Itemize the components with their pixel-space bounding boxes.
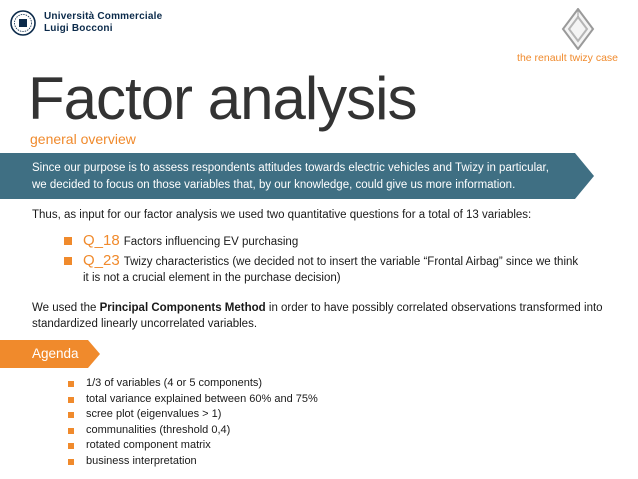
list-item xyxy=(68,454,318,470)
bullet-icon xyxy=(64,237,72,245)
bullet-icon xyxy=(68,428,74,434)
agenda-item: rotated component matrix xyxy=(86,439,211,451)
university-line-2: Luigi Bocconi xyxy=(44,23,113,34)
case-tagline: the renault twizy case xyxy=(517,52,618,64)
question-code: Q_23 xyxy=(83,252,120,269)
renault-diamond-icon xyxy=(560,8,596,50)
university-name xyxy=(44,11,162,35)
list-item xyxy=(68,407,318,423)
agenda-label: Agenda xyxy=(32,346,79,361)
method-text-after: in order to have possibly correlated observations transformed into standardized linearly uncorrelated variables. xyxy=(32,302,603,330)
university-logo xyxy=(10,10,162,36)
list-item xyxy=(68,438,318,454)
list-item xyxy=(68,423,318,439)
bullet-icon xyxy=(68,443,74,449)
page-subtitle: general overview xyxy=(30,131,136,147)
list-item xyxy=(64,233,584,250)
bullet-icon xyxy=(68,459,74,465)
question-list xyxy=(64,233,584,289)
method-name: Principal Components Method xyxy=(99,302,266,314)
agenda-item: business interpretation xyxy=(86,454,197,467)
bullet-icon xyxy=(64,257,72,265)
agenda-item: 1/3 of variables (4 or 5 components) xyxy=(86,377,263,389)
intro-paragraph: Thus, as input for our factor analysis we used two quantitative questions for a total of 13 variables: xyxy=(32,209,532,221)
page-title: Factor analysis xyxy=(28,65,417,132)
banner-line-2: we decided to focus on those variables that, by our knowledge, could give us more information. xyxy=(32,179,516,191)
list-item xyxy=(68,392,318,408)
question-code: Q_18 xyxy=(83,232,120,249)
brand-header xyxy=(478,8,618,68)
agenda-item: communalities (threshold 0,4) xyxy=(86,423,231,436)
question-text: Factors influencing EV purchasing xyxy=(123,236,299,248)
bullet-icon xyxy=(68,381,74,387)
agenda-list xyxy=(68,376,318,469)
agenda-item: scree plot (eigenvalues > 1) xyxy=(86,408,222,420)
bocconi-seal-icon xyxy=(10,10,36,36)
method-paragraph xyxy=(32,300,612,332)
list-item xyxy=(68,376,318,392)
method-text-before: We used the xyxy=(32,302,100,314)
bullet-icon xyxy=(68,412,74,418)
university-line-1: Università Commerciale xyxy=(44,11,163,22)
banner-line-1: Since our purpose is to assess respondents attitudes towards electric vehicles and Twizy in particular, xyxy=(32,162,549,174)
agenda-tab xyxy=(0,340,100,368)
list-item xyxy=(64,253,584,286)
question-text: Twizy characteristics (we decided not to insert the variable “Frontal Airbag” since we think it is not a crucial element in the purchase decision) xyxy=(83,256,579,284)
purpose-banner xyxy=(0,153,594,199)
banner-text xyxy=(32,160,584,194)
bullet-icon xyxy=(68,397,74,403)
agenda-item: total variance explained between 60% and 75% xyxy=(86,392,318,405)
